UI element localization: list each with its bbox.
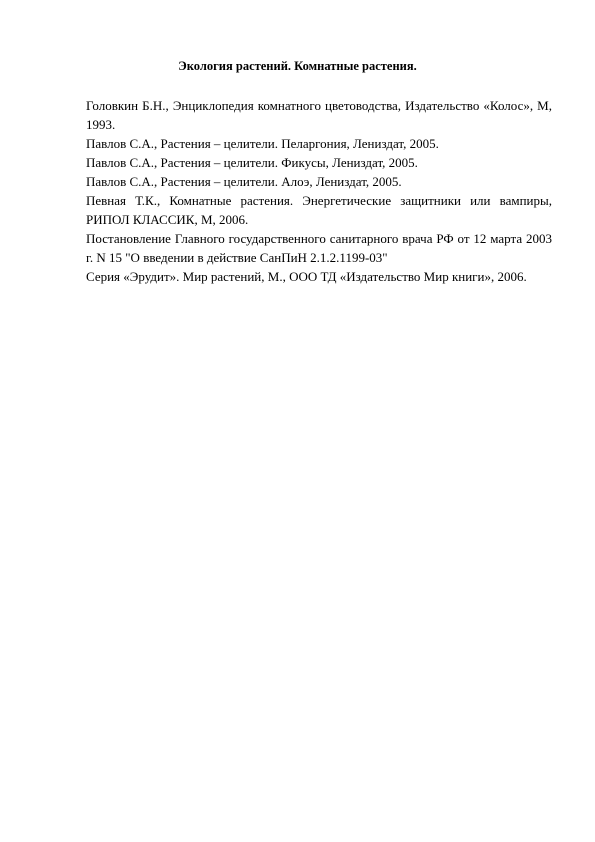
reference-item: Головкин Б.Н., Энциклопедия комнатного цветоводства, Издательство «Колос», М, 1993. (86, 98, 552, 132)
reference-item: Певная Т.К., Комнатные растения. Энергетические защитники или вампиры, РИПОЛ КЛАССИК, М, 2006. (86, 193, 552, 227)
page-title: Экология растений. Комнатные растения. (178, 59, 417, 73)
reference-item: Постановление Главного государственного санитарного врача РФ от 12 марта 2003 г. N 15 "О введении в действие СанПиН 2.1.2.1199-03" (86, 231, 552, 265)
reference-item: Серия «Эрудит». Мир растений, М., ООО ТД «Издательство Мир книги», 2006. (86, 269, 527, 284)
reference-item: Павлов С.А., Растения – целители. Пеларгония, Лениздат, 2005. (86, 136, 439, 151)
reference-item: Павлов С.А., Растения – целители. Алоэ, Лениздат, 2005. (86, 174, 402, 189)
reference-item: Павлов С.А., Растения – целители. Фикусы, Лениздат, 2005. (86, 155, 418, 170)
reference-list (86, 96, 552, 286)
